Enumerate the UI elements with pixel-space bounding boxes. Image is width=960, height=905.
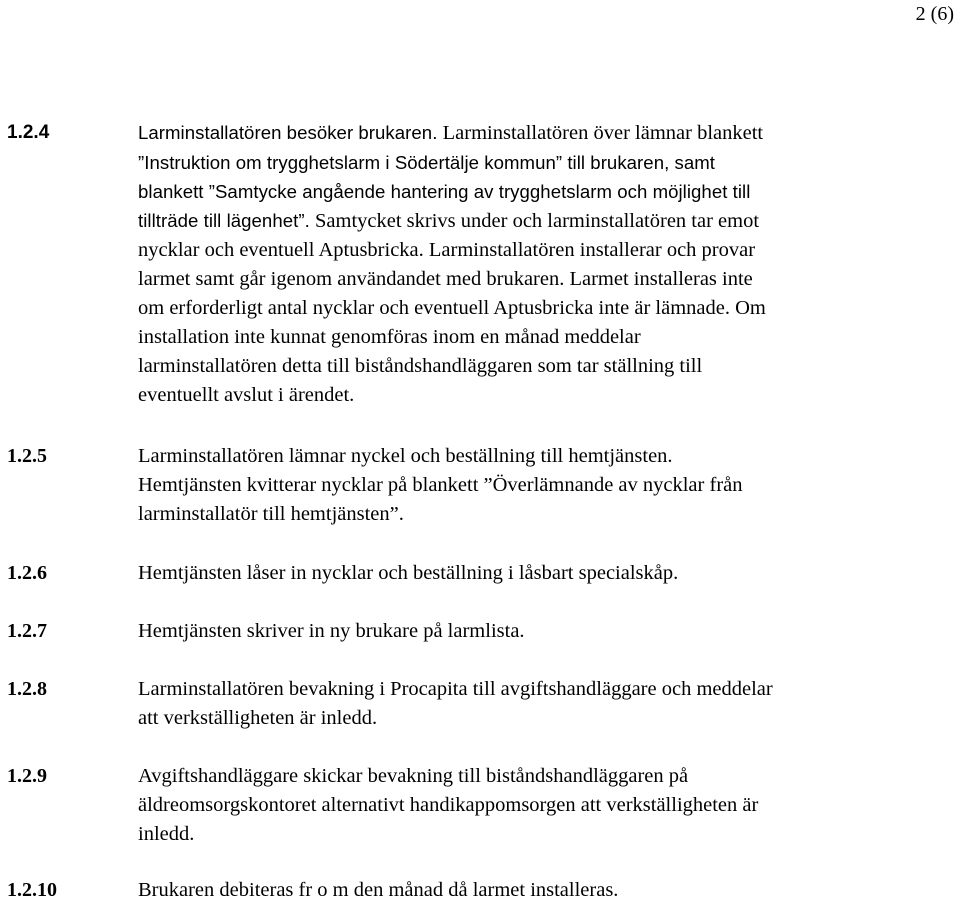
section-number: 1.2.9 [7,765,47,787]
section-text [138,762,933,849]
text-line: Hemtjänsten låser in nycklar och beställning i låsbart specialskåp. [138,562,679,584]
section-text [138,617,933,646]
section-number: 1.2.10 [7,879,57,901]
text-line: tillträde till lägenhet”. Samtycket skrivs under och larminstallatören tar emot [138,210,760,232]
text-line: installation inte kunnat genomföras inom en månad meddelar [138,326,641,348]
section-1-2-6 [7,559,952,588]
text-line: om erforderligt antal nycklar och eventuell Aptusbricka inte är lämnade. Om [138,297,766,319]
section-number: 1.2.8 [7,678,47,700]
text-line: eventuellt avslut i ärendet. [138,384,355,406]
section-text [138,876,933,905]
section-1-2-8 [7,675,952,733]
text-line: Brukaren debiteras fr o m den månad då larmet installeras. [138,879,619,901]
section-1-2-5 [7,442,952,529]
text-line: Larminstallatören bevakning i Procapita till avgiftshandläggare och meddelar [138,678,773,700]
section-number: 1.2.6 [7,562,47,584]
section-text [138,675,933,733]
section-text [138,118,933,410]
section-1-2-10 [7,876,952,905]
text-line: Hemtjänsten skriver in ny brukare på larmlista. [138,620,525,642]
text-line: larminstallatör till hemtjänsten”. [138,503,404,525]
text-line: larminstallatören detta till biståndshandläggaren som tar ställning till [138,355,703,377]
text-line: att verkställigheten är inledd. [138,707,378,729]
section-1-2-7 [7,617,952,646]
text-line: larmet samt går igenom användandet med brukaren. Larmet installeras inte [138,268,753,290]
text-line: äldreomsorgskontoret alternativt handikappomsorgen att verkställigheten är [138,794,759,816]
text-line: Larminstallatören lämnar nyckel och beställning till hemtjänsten. [138,445,673,467]
section-number: 1.2.7 [7,620,47,642]
section-number: 1.2.4 [7,122,50,143]
page-number: 2 (6) [915,3,954,25]
text-line: Larminstallatören besöker brukaren. Larminstallatören över lämnar blankett [138,122,764,144]
section-number: 1.2.5 [7,445,47,467]
text-line: inledd. [138,823,195,845]
text-line: nycklar och eventuell Aptusbricka. Larminstallatören installerar och provar [138,239,756,261]
text-line: ”Instruktion om trygghetslarm i Södertälje kommun” till brukaren, samt [138,152,716,173]
section-1-2-9 [7,762,952,849]
text-line: Hemtjänsten kvitterar nycklar på blankett ”Överlämnande av nycklar från [138,474,743,496]
text-line: Avgiftshandläggare skickar bevakning till biståndshandläggaren på [138,765,689,787]
text-line: blankett ”Samtycke angående hantering av trygghetslarm och möjlighet till [138,181,751,202]
section-1-2-4 [7,118,952,410]
section-text [138,442,933,529]
section-text [138,559,933,588]
